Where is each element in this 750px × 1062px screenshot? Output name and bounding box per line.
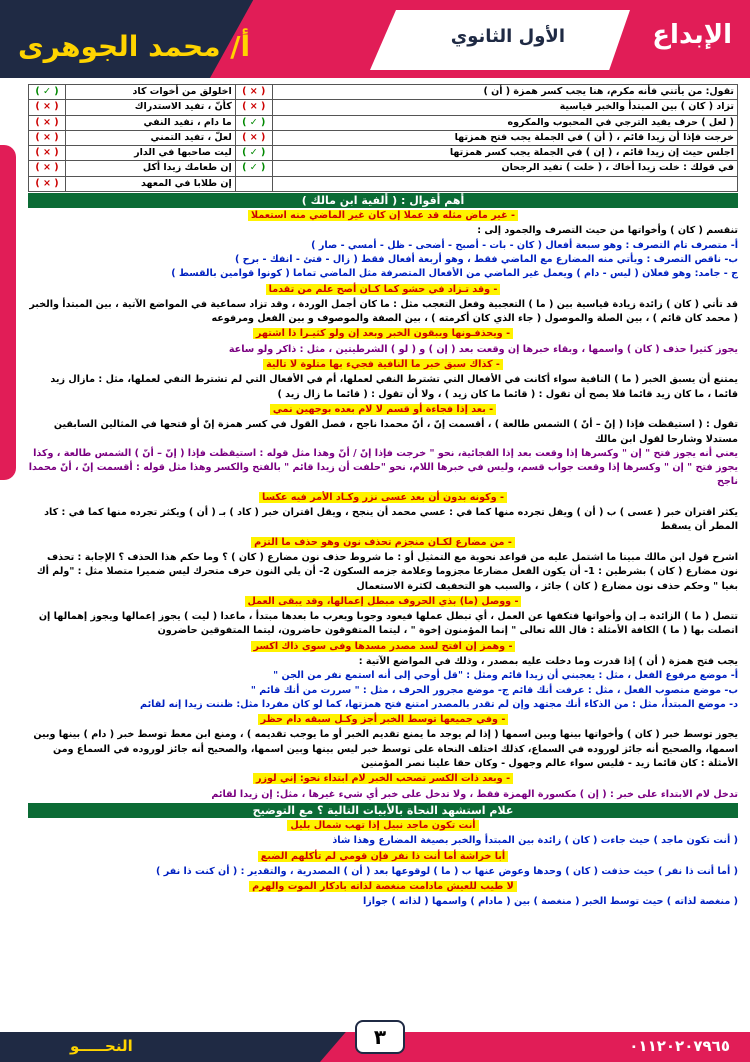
explanation-paragraph: تتصل ( ما ) الزائدة بـ إن وأخواتها فتكفها عن العمل ، أي تبطل عملها فيعود وجوبا ويعرب ما بعدها مبتدأ ، ماعدا ( ليت ) يجوز إعمالها ويجوز إهمالها إن اتصلت بها ( ما ) الكافة الأمثلة : قال الله تعالى " إنما المؤمنون إخوة " ، ليتما المتفوقون حاضرون، ليتما المتفوقين حاضرون xyxy=(38,611,738,637)
header-subject: الإبداع xyxy=(652,20,732,50)
alfiya-verse xyxy=(28,595,738,609)
alfiya-verse xyxy=(28,327,738,341)
footer-phone: ٠١١٢٠٢٠٧٩٦٥ xyxy=(629,1037,730,1055)
verse-text: - وبعد ذات الكسر تصحب الخبر لام ابتداء نحو: إني لوزر xyxy=(253,773,513,784)
row-answer: ( × ) xyxy=(29,161,66,176)
table-row xyxy=(29,115,738,130)
alfiya-verse xyxy=(28,283,738,297)
side-accent-bar xyxy=(0,145,16,480)
explanation-paragraph: قد تأتي ( كان ) زائدة زيادة قياسية بين ( ما ) التعجبية وفعل التعجب مثل : ما كان أجمل الوردة ، وقد تزاد سماعية في المواضع الآتية ، بين المبتدأ والخبر ( محمد كان قائم ) ، بين الصلة والموصول ( جاء الذي كان أكرمته ) ، بين الصفة والموصوف و بين الفعل ومرفوعه xyxy=(29,298,738,325)
table-row xyxy=(29,85,738,100)
true-false-table xyxy=(28,84,738,192)
verse-text: - وفي جميعها توسط الخبر أجز وكـل سبقه دام حظر xyxy=(258,714,509,725)
row-answer: ( × ) xyxy=(235,85,272,100)
row-answer: ( ✓ ) xyxy=(235,146,272,161)
verse-text: أنت تكون ماجد نبيل إذا تهب شمال بليل xyxy=(287,820,478,831)
explanation-paragraph: تنقسم ( كان ) وأخواتها من حيث التصرف والجمود إلى : xyxy=(477,225,738,237)
explanation-paragraph: ب- موضع منصوب الفعل ، مثل : عرفت أنك قائم ج- موضع مجرور الحرف ، مثل : " سررت من أنك قائم " xyxy=(250,684,738,696)
page-number: ٣ xyxy=(355,1020,405,1054)
table-row xyxy=(29,146,738,161)
row-statement: ما دام ، تفيد النفي xyxy=(66,115,236,130)
explanation-paragraph: ب- ناقص التصرف : ويأتي منه المضارع مع الماضي فقط ، وهو أربعة أفعال فقط ( زال - فتئ - انفك - برح ) xyxy=(234,253,738,265)
row-answer xyxy=(235,176,272,191)
row-statement: تزاد ( كان ) بين المبتدأ والخبر قياسية xyxy=(272,100,737,115)
poetry-verse xyxy=(28,880,738,894)
row-answer: ( × ) xyxy=(29,176,66,191)
table-row xyxy=(29,161,738,176)
explanation-paragraph: ج - جامد: وهو فعلان ( ليس - دام ) ويعمل غير الماضي من الأفعال المتصرفة مثل الماضي تماما ( كونوا قوامين بالقسط ) xyxy=(171,268,738,280)
row-statement: في قولك : خلت زيدا أخاك ، ( خلت ) تفيد الرجحان xyxy=(272,161,737,176)
alfiya-verse xyxy=(28,713,738,727)
row-answer: ( × ) xyxy=(29,100,66,115)
verse-text: - وهمز إن افتح لسد مصدر مسدها وفى سوى ذاك اكسر xyxy=(251,641,516,652)
header-teacher: أ/ محمد الجوهرى xyxy=(18,30,251,63)
row-statement: اخلولق من أخوات كاد xyxy=(66,85,236,100)
verse-text: - كذاك سبق خبر ما النافية فجيء بها متلوة لا تالية xyxy=(263,359,503,370)
alfiya-verse xyxy=(28,640,738,654)
verse-text: - غير ماض مثله قد عملا إن كان غير الماضي منه استعملا xyxy=(248,210,518,221)
row-statement: إن طلابا في المعهد xyxy=(66,176,236,191)
row-answer: ( × ) xyxy=(235,100,272,115)
explanation-paragraph: أ- موضع مرفوع الفعل ، مثل : يعجبني أن زيدا قائم ومثل : "قل أوحي إلى أنه استمع نفر من الجن " xyxy=(273,670,738,682)
page-header xyxy=(0,0,750,78)
verse-text: - ويحذفـونها ويبقون الخبر وبعد إن ولو كثيـرا ذا اشتهر xyxy=(253,328,513,339)
explanation-paragraph: يكثر اقتران خبر ( عسى ) ب ( أن ) ويقل تجرده منها كما في : عسي محمد أن ينجح ، ويقل اقتران خبر ( كاد ) بـ ( أن ) ويكثر تجرده منها كما في : كاد المطر أن يسقط xyxy=(44,507,738,533)
verse-text: - من مضارع لكـان منجزم تحذف نون وهو حذف ما التزم xyxy=(251,537,515,548)
table-row xyxy=(29,176,738,191)
alfiya-verse xyxy=(28,536,738,550)
header-grade: الأول الثانوي xyxy=(450,26,565,47)
verse-text: - ووصل (ما) بذي الحروف مبطل إعمالها، وقد يبقى العمل xyxy=(245,596,522,607)
section-heading-alfiya: أهم أقوال : ( ألفية ابن مالك ) xyxy=(28,193,738,208)
row-statement: ليت صاحبها في الدار xyxy=(66,146,236,161)
alfiya-verse xyxy=(28,358,738,372)
table-row xyxy=(29,100,738,115)
verse-explanation: ( أما أنت ذا نفر ) حيث حذفت ( كان ) وحدها وعوض عنها ب ( ما ) لوقوعها بعد ( أن ) المصدرية ، والتقدير : ( أن كنت ذا نفر ) xyxy=(155,865,738,877)
verse-text: أبا خراشة أما أنت ذا نفر فإن قومي لم تأكلهم الضبع xyxy=(258,851,508,862)
row-statement: كأنّ ، تفيد الاستدراك xyxy=(66,100,236,115)
alfiya-verse xyxy=(28,772,738,786)
row-answer: ( × ) xyxy=(29,146,66,161)
section-heading-verses: علام استشهد النحاة بالأبيات التالية ؟ مع التوضيح xyxy=(28,803,738,818)
alfiya-verse xyxy=(28,491,738,505)
verse-explanation: ( أنت تكون ماجد ) حيث جاءت ( كان ) زائدة بين المبتدأ والخبر بصيغة المضارع وهذا شاذ xyxy=(332,835,738,847)
row-statement: ( لعل ) حرف يفيد الترجي في المحبوب والمكروه xyxy=(272,115,737,130)
explanation-paragraph: أ- متصرف تام التصرف : وهو سبعة أفعال ( كان - بات - أصبح - أضحى - ظل - أمسي - صار ) xyxy=(311,239,738,251)
verse-notes xyxy=(28,819,738,910)
verse-explanation: ( منغصة لذاته ) حيث توسط الخبر ( منغصة ) بين ( مادام ) واسمها ( لذاته ) جوازا xyxy=(362,896,738,908)
row-answer: ( ✓ ) xyxy=(235,161,272,176)
row-statement: خرجت فإذا أن زيدا قائم ، ( أن ) في الجملة يجب فتح همزتها xyxy=(272,130,737,145)
alfiya-notes xyxy=(28,209,738,802)
page-footer xyxy=(0,1025,750,1062)
explanation-paragraph: د- موضع المبتدأ، مثل : من الذكاء أنك مجتهد وإن لم تقدر بالمصدر امتنع فتح همزتها، كما لو كان مفردا مثل: ظننت زيدا إنه لقائم xyxy=(140,698,738,710)
verse-text: لا طيب للعيش مادامت منغصة لذاته بادكار الموت والهرم xyxy=(249,881,517,892)
explanation-paragraph: يعني أنه يجوز فتح " إن " وكسرها إذا وقعت بعد إذا الفجائية، نحو " خرجت فإذا إنّ / أنّ وهذا مثل قوله : استيقظت فإذا ( إنّ – أنّ ) الشمس طالعة ، وكذا يجوز فتح " إن " وكسرها إذا وقعت جواب قسم، وليس في خبرها اللام، نحو "حلفت أن زيدا قائم " بالفتح والكسر وهذا مثل قوله : أقسمت إنّ ، أنّ محمدا ناجح xyxy=(28,447,738,488)
row-statement: تقول: من يأتني فأنه مكرم، هنا يجب كسر همزة ( أن ) xyxy=(272,85,737,100)
explanation-paragraph: يجب فتح همزة ( أن ) إذا قدرت وما دخلت عليه بمصدر ، وذلك في المواضع الآتية : xyxy=(358,655,738,667)
poetry-verse xyxy=(28,850,738,864)
page-content xyxy=(28,84,738,910)
poetry-verse xyxy=(28,819,738,833)
explanation-paragraph: يجوز توسط خبر ( كان ) وأخواتها بينها وبين اسمها ( إذا لم يوجد ما يمنع تقديم الخبر أو ما يوجب تقديمه ) ، ومنع ابن معط توسط خبر ( دام ) بينها وبين اسمها، والصحيح أنه جائز لوروده في السماع، كذلك اختلف النحاة على توسط خبر ليس بينها وبين اسمها، والصحيح أنه جائز لوروده في السماع ومن الأمثلة : كان قائما زيد - فليس سواء عالم وجهول - وكان حقا علينا نصر المؤمنين xyxy=(33,729,738,770)
row-answer: ( ✓ ) xyxy=(29,85,66,100)
row-answer: ( ✓ ) xyxy=(235,115,272,130)
explanation-paragraph: اشرح قول ابن مالك مبينا ما اشتمل عليه من قواعد نحوية مع التمثيل أو : ما شروط حذف نون مضارع ( كان ) ؟ وما حكم هذا الحذف ؟ الإجابة : تحذف نون مضارع ( كان ) بشرطين : 1- أن يكون الفعل مضارعا مجزوما وعلامة جزمه السكون 2- أن يلي النون حرف متحرك ليس ضميرا متصلا مثل : "ولم أك بغيا " وحكم حذف نون مضارع ( كان ) جائز ، والسبب هو التخفيف لكثرة الاستعمال xyxy=(36,551,738,592)
row-statement: لعلّ ، تفيد التمني xyxy=(66,130,236,145)
explanation-paragraph: تدخل لام الابتداء على خبر : ( إن ) مكسورة الهمزة فقط ، ولا تدخل على خبر أي شيء غيرها ، مثل: إن زيدا لقائم xyxy=(211,788,738,800)
row-answer: ( × ) xyxy=(29,115,66,130)
table-row xyxy=(29,130,738,145)
row-statement xyxy=(272,176,737,191)
explanation-paragraph: تقول : ( استيقظت فإذا ( إنّ – أنّ ) الشمس طالعة ) ، أقسمت إنّ ، أنّ محمدا ناجح ، فصل القول في كسر همزة إنّ أو فتحها في المثالين السابقين مستدلا وشارحا لقول ابن مالك xyxy=(53,419,738,445)
row-statement: اجلس حيث إن زيدا قائم ، ( إن ) في الجملة يجب كسر همزتها xyxy=(272,146,737,161)
alfiya-verse xyxy=(28,403,738,417)
row-statement: إن طعامك زيدا أكل xyxy=(66,161,236,176)
explanation-paragraph: يمتنع أن يسبق الخبر ( ما ) النافية سواء أكانت في الأفعال التي تشترط النفي لعملها، أم في الأفعال التي لم تشترط النفي لعملها، مثل : مازال زيد قائما ، ما كان زيد قائما فلا يصح أن تقول : ( قائما ما كان زيد ) ، ولا أن تقول : ( قائما ما زال زيد ) xyxy=(50,374,738,400)
verse-text: - وقد تـزاد في حشو كما كـان أصح علم من تقدما xyxy=(266,284,501,295)
verse-text: - بعد إذا فجاءة أو قسم لا لام بعده بوجهين نمي xyxy=(270,404,496,415)
explanation-paragraph: يجوز كثيرا حذف ( كان ) واسمها ، وبقاء خبرها إن وقعت بعد ( إن ) و ( لو ) الشرطيتين ، مثل : ذاكر ولو ساعة xyxy=(228,343,738,355)
row-answer: ( × ) xyxy=(235,130,272,145)
verse-text: - وكونه بدون أن بعد عسى نزر وكـاد الأمر فيه عكسا xyxy=(259,492,507,503)
alfiya-verse xyxy=(28,209,738,223)
footer-subject: النحـــــو xyxy=(70,1037,133,1055)
row-answer: ( × ) xyxy=(29,130,66,145)
